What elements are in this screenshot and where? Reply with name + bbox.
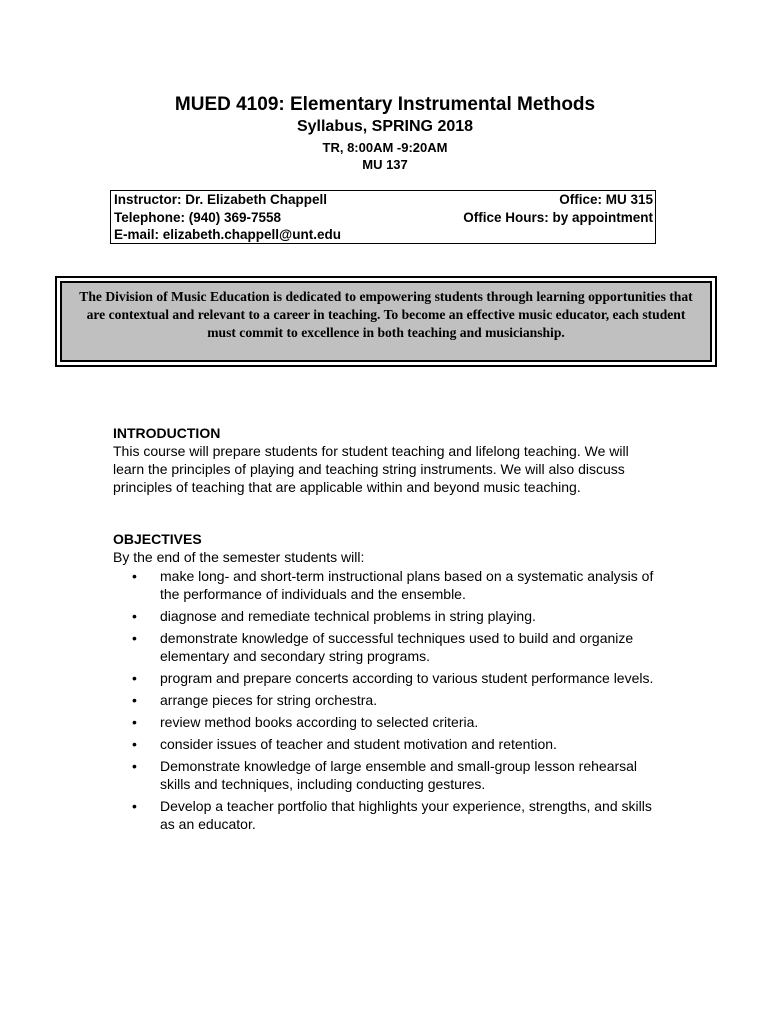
objectives-list — [113, 567, 658, 837]
instructor-contact-box — [110, 190, 656, 244]
objective-text: demonstrate knowledge of successful techniques used to build and organize elementary and secondary string programs. — [160, 630, 634, 664]
mission-statement-frame — [55, 276, 717, 367]
objective-item — [113, 607, 658, 625]
objective-text: Demonstrate knowledge of large ensemble and small-group lesson rehearsal skills and techniques, including conducting gestures. — [160, 758, 638, 792]
office-location: Office: MU 315 — [559, 192, 653, 207]
bullet-icon: • — [132, 568, 137, 584]
syllabus-term: Syllabus, SPRING 2018 — [296, 118, 474, 135]
contact-right-column — [463, 191, 653, 226]
bullet-icon: • — [132, 798, 137, 814]
contact-left-column — [114, 191, 341, 244]
objective-text: diagnose and remediate technical problems in string playing. — [160, 608, 536, 624]
bullet-icon: • — [132, 692, 137, 708]
introduction-heading: INTRODUCTION — [113, 425, 221, 441]
objective-item — [113, 669, 658, 687]
objective-item — [113, 797, 658, 833]
objective-text: arrange pieces for string orchestra. — [160, 692, 378, 708]
objective-item — [113, 713, 658, 731]
class-room: MU 137 — [362, 157, 408, 172]
objective-text: make long- and short-term instructional plans based on a systematic analysis of the performance of individuals and the ensemble. — [160, 568, 654, 602]
instructor-name: Instructor: Dr. Elizabeth Chappell — [114, 192, 328, 207]
bullet-icon: • — [132, 630, 137, 646]
class-schedule: TR, 8:00AM -9:20AM — [322, 140, 448, 155]
objectives-lead: By the end of the semester students will: — [113, 549, 365, 565]
objective-item — [113, 757, 658, 793]
objective-item — [113, 567, 658, 603]
bullet-icon: • — [132, 714, 137, 730]
objective-text: program and prepare concerts according to various student performance levels. — [160, 670, 654, 686]
objective-item — [113, 691, 658, 709]
office-hours: Office Hours: by appointment — [463, 209, 653, 225]
objective-text: Develop a teacher portfolio that highlights your experience, strengths, and skills as an educator. — [160, 798, 652, 832]
bullet-icon: • — [132, 736, 137, 752]
course-title: MUED 4109: Elementary Instrumental Methods — [174, 94, 596, 115]
mission-statement-text: The Division of Music Education is dedicated to empowering students through learning opportunities that are contextual and relevant to a career in teaching. To become an effective music educator, each student must commit to excellence in both teaching and musicianship. — [79, 289, 693, 340]
instructor-email: E-mail: elizabeth.chappell@unt.edu — [114, 227, 341, 242]
objective-text: review method books according to selected criteria. — [160, 714, 479, 730]
introduction-text: This course will prepare students for student teaching and lifelong teaching. We will learn the principles of playing and teaching string instruments. We will also discuss principles of teaching that are applicable within and beyond music teaching. — [113, 443, 629, 495]
bullet-icon: • — [132, 758, 137, 774]
bullet-icon: • — [132, 608, 137, 624]
mission-statement-box — [60, 281, 712, 362]
objective-item — [113, 735, 658, 753]
objectives-heading: OBJECTIVES — [113, 531, 202, 547]
bullet-icon: • — [132, 670, 137, 686]
instructor-telephone: Telephone: (940) 369-7558 — [114, 209, 282, 225]
objective-item — [113, 629, 658, 665]
objective-text: consider issues of teacher and student motivation and retention. — [160, 736, 557, 752]
